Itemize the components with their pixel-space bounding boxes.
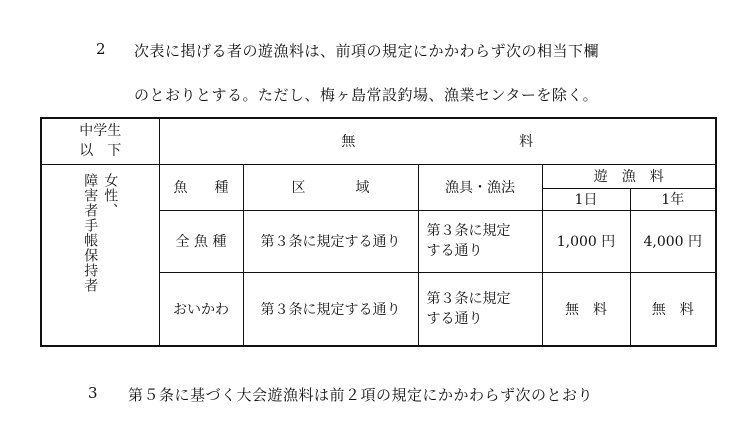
header-area-left: 区 [291,180,306,196]
header-fee: 遊 漁 料 [542,164,716,188]
row-oikawa-fee-day: 無 料 [542,272,630,346]
junior-high-label-cell [41,118,159,164]
row-oikawa-gear [418,272,542,346]
paragraph-3-number: 3 [88,384,99,402]
row-all-fish-fee-year: 4,000 円 [630,210,716,272]
row-all-fish-fee-day: 1,000 円 [542,210,630,272]
junior-high-fee-cell [159,118,716,164]
header-fish-right: 種 [214,180,229,196]
row-oikawa-gear-line-2: する通り [426,310,483,327]
junior-high-fee-left: 無 [341,134,356,151]
row-oikawa-gear-line-1: 第３条に規定 [426,290,511,307]
junior-high-label-line-1: 中学生 [79,123,122,140]
header-fish-left: 魚 [173,180,188,196]
group-label-cell [41,164,159,346]
row-all-fish-gear [418,210,542,272]
paragraph-2-line-2: のとおりとする。ただし、梅ヶ島常設釣場、漁業センターを除く。 [134,86,599,104]
row-oikawa-area: 第３条に規定する通り [243,272,418,346]
header-gear-method: 漁具・漁法 [418,164,542,210]
row-all-fish-area: 第３条に規定する通り [243,210,418,272]
paragraph-3-line-1: 第５条に基づく大会遊漁料は前２項の規定にかかわらず次のとおり [128,386,594,404]
group-label-disability: 障害者手帳保持者 [82,172,99,293]
row-all-fish-type: 全 魚 種 [159,210,243,272]
header-fee-year: 1年 [630,188,716,210]
paragraph-2-number: 2 [96,40,107,58]
row-oikawa-fish-type: おいかわ [159,272,243,346]
row-all-fish-gear-line-1: 第３条に規定 [426,223,511,239]
header-area-right: 域 [355,180,370,196]
row-all-fish-gear-line-2: する通り [426,243,483,259]
junior-high-label-line-2: 以 下 [79,143,122,160]
fishing-fee-table [40,117,717,347]
group-label-women: 女性、 [102,172,119,218]
junior-high-fee-right: 料 [519,134,534,151]
header-fee-day: 1日 [542,188,630,210]
paragraph-2-line-1: 次表に掲げる者の遊漁料は、前項の規定にかかわらず次の相当下欄 [134,42,600,60]
header-fish-type [159,164,243,210]
row-oikawa-fee-year: 無 料 [630,272,716,346]
header-area [243,164,418,210]
